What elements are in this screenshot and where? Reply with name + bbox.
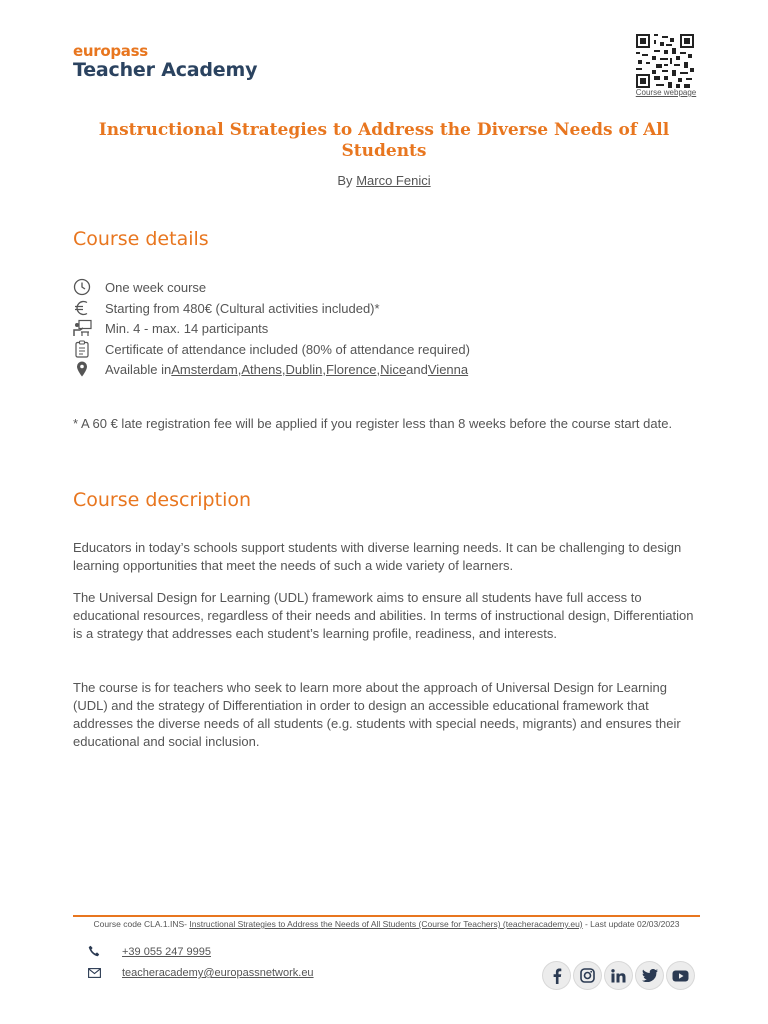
phone-link[interactable]: +39 055 247 9995 [122, 945, 212, 958]
city-link-amsterdam[interactable]: Amsterdam [171, 361, 238, 377]
footer-last-update: - Last update 02/03/2023 [582, 919, 680, 929]
qr-caption-link[interactable]: Course webpage [635, 88, 697, 97]
envelope-icon [88, 968, 110, 978]
detail-price [73, 298, 380, 318]
youtube-icon[interactable] [667, 962, 694, 989]
city-link-athens[interactable]: Athens [241, 361, 282, 377]
byline [73, 173, 695, 188]
byline-prefix: By [337, 173, 357, 188]
classroom-icon [73, 319, 95, 337]
detail-certificate [73, 339, 470, 359]
city-separator: , [281, 361, 286, 377]
city-link-vienna[interactable]: Vienna [427, 361, 469, 377]
course-details-heading: Course details [73, 228, 209, 250]
detail-participants-text: Min. 4 - max. 14 participants [105, 320, 269, 336]
euro-icon [73, 299, 95, 317]
city-separator: , [322, 361, 326, 377]
availability-prefix: Available in [105, 361, 172, 377]
detail-availability [73, 359, 468, 379]
city-link-florence[interactable]: Florence [325, 361, 377, 377]
brand-logo [73, 44, 257, 81]
author-link[interactable]: Marco Fenici [356, 173, 431, 188]
social-links [543, 962, 694, 989]
twitter-icon[interactable] [636, 962, 663, 989]
city-conjunction: and [406, 361, 428, 377]
clock-icon [73, 278, 95, 296]
city-link-dublin[interactable]: Dublin [285, 361, 323, 377]
brand-logo-bottom: Teacher Academy [73, 59, 258, 81]
description-paragraph-3: The course is for teachers who seek to learn more about the approach of Universal Design for Learning (UDL) and the strategy of Differentiation in order to design an accessible educational framework that addresses the diverse needs of all students (e.g. students with special needs, migrants) and ensures their educational and social inclusion. [73, 680, 681, 749]
detail-participants [73, 318, 268, 338]
course-title: Instructional Strategies to Address the Diverse Needs of All Students [98, 120, 670, 161]
facebook-icon[interactable] [543, 962, 570, 989]
footer-email [88, 967, 314, 979]
city-link-nice[interactable]: Nice [380, 361, 407, 377]
qr-code[interactable] [636, 34, 694, 88]
description-paragraph-1: Educators in today’s schools support students with diverse learning needs. It can be challenging to design learning opportunities that meet the needs of such a wide variety of learners. [73, 540, 682, 573]
footer-code-prefix: Course code CLA.1.INS- [93, 919, 190, 929]
footer-course-code [73, 919, 700, 930]
footer-course-link[interactable]: Instructional Strategies to Address the Needs of All Students (Course for Teachers) (teacheracademy.eu) [189, 919, 583, 929]
city-separator: , [376, 361, 381, 377]
location-pin-icon [73, 360, 95, 378]
city-separator: , [237, 361, 242, 377]
detail-price-text: Starting from 480€ (Cultural activities included)* [105, 300, 380, 316]
footer-phone [88, 945, 211, 958]
detail-duration-text: One week course [105, 279, 207, 295]
late-fee-note: * A 60 € late registration fee will be applied if you register less than 8 weeks before the course start date. [73, 416, 673, 431]
footer-divider [73, 915, 700, 917]
detail-duration [73, 277, 206, 297]
course-description-heading: Course description [73, 489, 252, 511]
linkedin-icon[interactable] [605, 962, 632, 989]
phone-icon [88, 945, 110, 958]
detail-certificate-text: Certificate of attendance included (80% of attendance required) [105, 341, 470, 357]
email-link[interactable]: teacheracademy@europassnetwork.eu [122, 967, 314, 979]
description-paragraph-2: The Universal Design for Learning (UDL) framework aims to ensure all students have full access to educational resources, regardless of their needs and abilities. In terms of instructional design, Differentiation is a strategy that addresses each student’s learning profile, readiness, and interests. [73, 590, 694, 641]
instagram-icon[interactable] [574, 962, 601, 989]
clipboard-icon [73, 340, 95, 358]
brand-logo-top: europass [73, 42, 148, 60]
